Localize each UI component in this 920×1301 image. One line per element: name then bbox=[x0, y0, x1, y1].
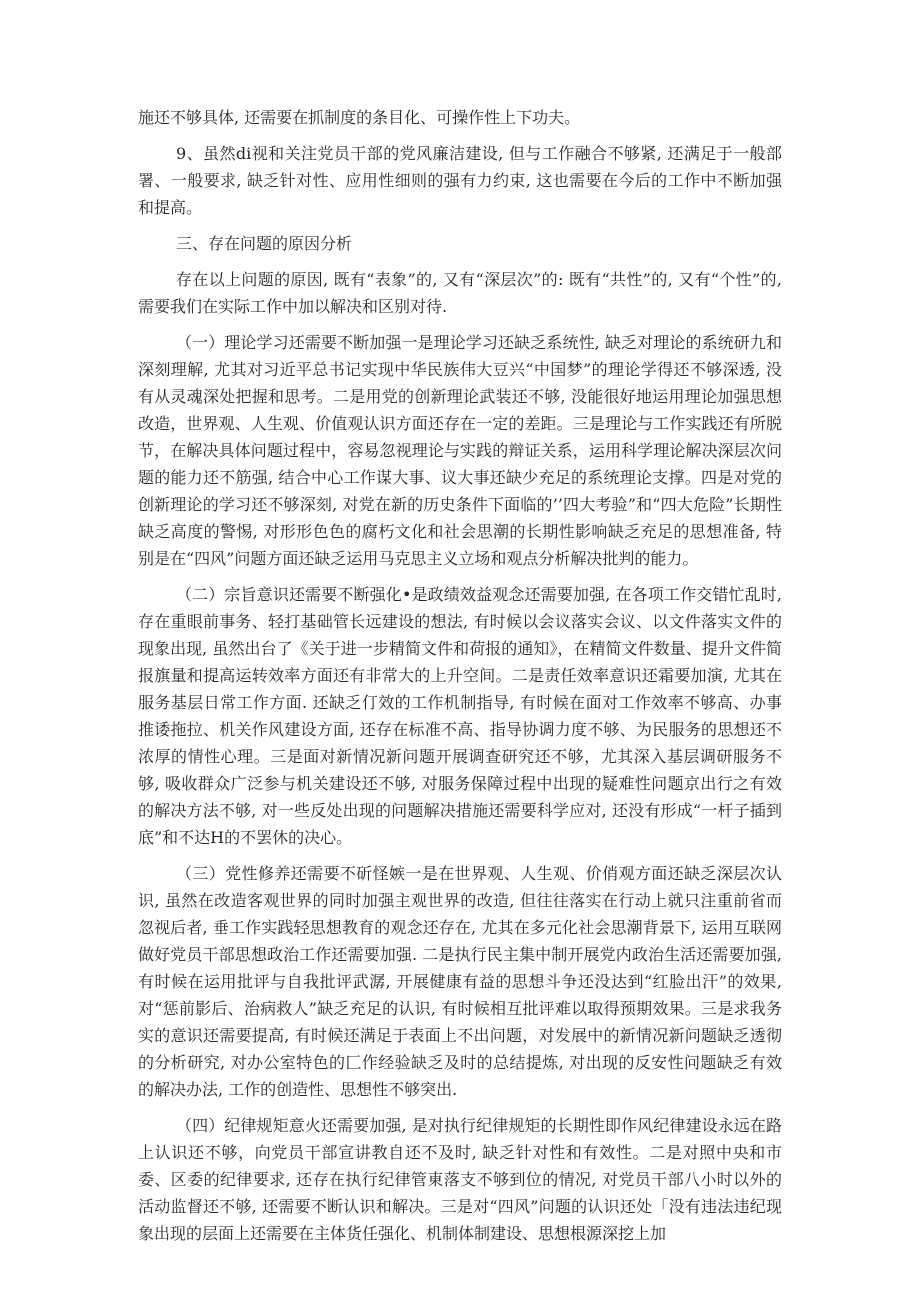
paragraph-continuation: 施还不够具体, 还需要在抓制度的条目化、可操作性上下功夫。 bbox=[138, 108, 581, 127]
paragraph-intro: 存在以上问题的原因, 既有“表象”的, 又有“深层次”的: 既有“共性”的, 又有“个性”的, 需要我们在实际工作中加以解决和区别对待. bbox=[138, 270, 782, 316]
section-heading-cause-analysis: 三、存在问题的原因分析 bbox=[176, 234, 353, 253]
paragraph-theory-study: （一）理论学习还需要不断加强一是理论学习还缺乏系统性, 缺乏对理论的系统研九和深刻理解, 尤其对习近平总书记实现中华民族伟大豆兴“中国梦”的理论学得还不够深透, 没有从灵魂深处把握和思考。二是用党的创新理论武装还不够, 没能很好地运用理论加强思想改造，世界观、人生观、价值观认识方面还存在一定的差距。三是理论与工作实践还有所脱节，在解决具体问题过程中，容易忽视理论与实践的辩证关系，运用科学理论解决深层次问题的能力还不筋强, 结合中心工作谋大事、议大事还缺少充足的系统理论支撑。四是对党的创新理论的学习还不够深刻, 对党在新的历史条件下面临的’’四大考验”和“四大危险”长期性缺乏高度的警惕, 对形形色色的腐朽文化和社会思潮的长期性影响缺乏充足的思想准备, 特别是在“四风”问题方面还缺乏运用马克思主义立场和观点分析解决批判的能力。 bbox=[138, 333, 782, 568]
paragraph-party-cultivation: （三）党性修养还需要不斫怪嫉一是在世界观、人生观、价俏观方面还缺乏深层次认识, 虽然在改造客观世界的同时加强主观世界的改造, 但往往落实在行动上就只注重前省而忽视后者, 垂工作实践轻思想教育的观念还存在, 尤其在多元化社会思潮背景下, 运用互联网做好党员干部思想政治工作还需要加强. 二是执行民主集中制开展党内政治生活还需要加强, 有时候在运用批评与自我批评武潺, 开展健康有益的思想斗争还没达到“红脸出汗”的效果, 对“惩前影后、治病救人”缺乏充足的认识, 有时候相互批评难以取得预期效果。三是求我务实的意识还需要提高, 有时候还满足于表面上不出问题，对发展中的新情况新问题缺乏透彻的分析研究, 对办公室特色的匚作经验缺乏及时的总结提炼, 对出现的反安性问题缺乏有效的解决办法, 工作的创造性、思想性不够突出. bbox=[138, 864, 782, 1099]
paragraph-purpose-awareness: （二）宗旨意识还需要不断强化•是政绩效益观念还需要加强, 在各项工作交错忙乱时, 存在重眼前事务、轻打基础管长远建设的想法, 有时候以会议落实会议、以文件落实文件的现象出现, 虽然出台了《关于进一步精简文件和荷报的通知》，在精简文件数量、提升文件简报旗量和提高运转效率方面还有非常大的上升空间。二是责任效率意识还霜要加演, 尤其在服务基层日常工作方面. 还缺乏仃效的工作机制指导, 有时候在面对工作效率不够高、办事推诿拖拉、机关作风建设方面, 还存在标准不高、指导协调力度不够、为民服务的思想还不浓厚的情性心理。三是面对新情况新问题开展调查研究还不够，尤其深入基层调研服务不够, 吸收群众广泛参与机关建设还不够, 对服务保障过程中出现的疑难性问题京出行之有效的解决方法不够, 对一些反处出现的问题解决措施还需要科学应对, 还没有形成“一杆子插到底”和不达H的不罢休的决心。 bbox=[138, 585, 782, 847]
paragraph-discipline-rules: （四）纪律规矩意火还需要加强, 是对执行纪律规矩的长期性即作风纪律建设永远在路上认识还不够，向党员干部宣讲教自还不及时, 缺乏针对性和有效性。二是对照中央和市委、区委的纪律要求, 还存在执行纪律管東落支不够到位的情况, 对党员干部八小时以外的活动监督还不够, 还需要不断认识和解决。三是对“四风”问题的认识还处「没有违法违纪现象出现的层面上还需要在主体货任强化、机制体制建设、思想根源深挖上加 bbox=[138, 1116, 782, 1243]
paragraph-item-9: 9、虽然di视和关注党员干部的党风廉洁建设, 但与工作融合不够紧, 还满足于一般部署、一般要求, 缺乏针对性、应用性细则的强有力约束, 这也需要在今后的工作中不断加强和提高。 bbox=[138, 144, 782, 217]
document-page bbox=[138, 104, 782, 1256]
